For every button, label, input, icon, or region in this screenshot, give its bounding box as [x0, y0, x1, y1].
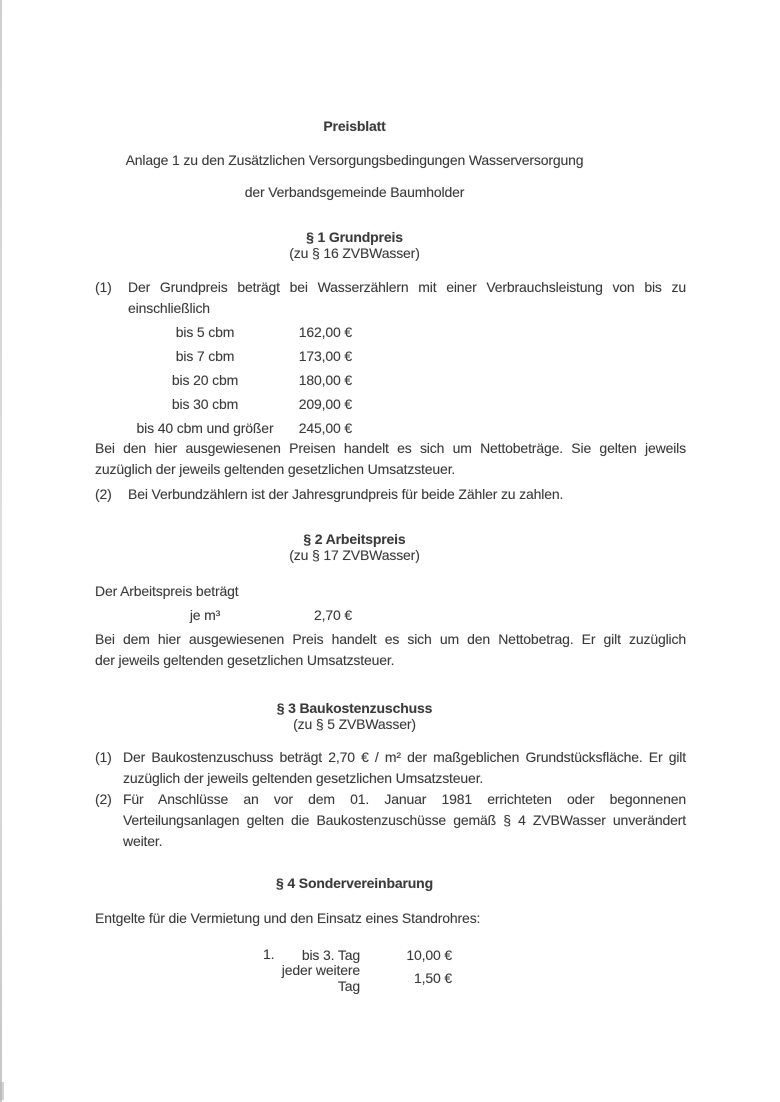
numbered-item: [95, 277, 686, 319]
paragraph-line: Der Baukostenzuschuss beträgt 2,70 € / m² der maßgeblichen Grundstücksfläche. Er gilt: [123, 749, 686, 765]
numbered-item: [95, 789, 686, 852]
item-marker: (2): [95, 791, 112, 807]
note-paragraph: [95, 438, 686, 480]
price-row: [130, 392, 686, 416]
paragraph-line: weiter.: [123, 833, 163, 849]
subtitle-line-1: Anlage 1 zu den Zusätzlichen Versorgungsbedingungen Wasserversorgung: [125, 152, 584, 168]
price-value: 245,00 €: [298, 420, 352, 436]
section-subheading: (zu § 5 ZVBWasser): [293, 716, 416, 732]
price-label: bis 5 cbm: [175, 324, 235, 340]
section-grundpreis: [95, 229, 686, 505]
price-label: bis 20 cbm: [171, 372, 239, 388]
paragraph-line: der jeweils geltenden gesetzlichen Umsatzsteuer.: [95, 652, 395, 668]
price-value: 209,00 €: [298, 396, 352, 412]
section-heading: § 1 Grundpreis: [306, 229, 403, 245]
paragraph-line: Bei Verbundzählern ist der Jahresgrundpreis für beide Zähler zu zahlen.: [128, 486, 564, 502]
price-label: bis 3. Tag: [301, 946, 360, 963]
price-value: 1,50 €: [413, 969, 452, 986]
section-subheading: (zu § 17 ZVBWasser): [289, 547, 420, 563]
intro-paragraph: Entgelte für die Vermietung und den Einsatz eines Standrohres:: [95, 910, 481, 926]
price-label: jeder weitere Tag: [281, 961, 360, 994]
price-row: [130, 320, 686, 344]
price-row: [130, 368, 686, 392]
price-row: [130, 603, 686, 627]
price-table-standrohr: [95, 943, 686, 994]
price-row: [130, 416, 686, 440]
section-baukostenzuschuss: [95, 700, 686, 852]
row-number: 1.: [263, 946, 275, 962]
paragraph-line: einschließlich: [128, 300, 210, 316]
item-marker: (2): [95, 486, 112, 502]
price-table-arbeitspreis: [95, 603, 686, 627]
price-label: bis 7 cbm: [175, 348, 235, 364]
item-marker: (1): [95, 279, 112, 295]
price-label: bis 40 cbm und größer: [136, 420, 274, 436]
section-subheading: (zu § 16 ZVBWasser): [289, 245, 420, 261]
scan-smudge-mark: [0, 1082, 4, 1100]
page-title: Preisblatt: [323, 118, 386, 134]
price-row: [130, 344, 686, 368]
price-value: 10,00 €: [406, 946, 452, 963]
paragraph-line: Verteilungsanlagen gelten die Baukostenzuschüsse gemäß § 4 ZVBWasser unverändert: [123, 812, 686, 828]
section-sondervereinbarung: [95, 875, 686, 994]
price-value: 162,00 €: [298, 324, 352, 340]
paragraph-line: Für Anschlüsse an vor dem 01. Januar 1981 errichteten oder begonnenen: [123, 791, 686, 807]
price-value: 2,70 €: [313, 607, 352, 623]
paragraph-line: Bei den hier ausgewiesenen Preisen handelt es sich um Nettobeträge. Sie gelten jeweils: [95, 440, 686, 456]
price-value: 173,00 €: [298, 348, 352, 364]
subtitle-line-2: der Verbandsgemeinde Baumholder: [244, 184, 465, 200]
paragraph-line: zuzüglich der jeweils geltenden gesetzlichen Umsatzsteuer.: [123, 770, 484, 786]
price-label: je m³: [189, 607, 221, 623]
price-table-grundpreis: [95, 320, 686, 440]
numbered-item: [95, 747, 686, 789]
price-label: bis 30 cbm: [171, 396, 239, 412]
paragraph-line: Bei dem hier ausgewiesenen Preis handelt es sich um den Nettobetrag. Er gilt zuzüglich: [95, 631, 686, 647]
intro-paragraph: Der Arbeitspreis beträgt: [95, 583, 239, 599]
section-heading: § 2 Arbeitspreis: [303, 531, 406, 547]
note-paragraph: [95, 629, 686, 671]
price-row: [258, 961, 686, 994]
item-marker: (1): [95, 749, 112, 765]
numbered-item: [95, 484, 686, 505]
section-heading: § 3 Baukostenzuschuss: [276, 700, 433, 716]
section-heading: § 4 Sondervereinbarung: [276, 875, 433, 891]
price-value: 180,00 €: [298, 372, 352, 388]
section-arbeitspreis: [95, 531, 686, 671]
document-content: [0, 118, 780, 994]
paragraph-line: zuzüglich der jeweils geltenden gesetzlichen Umsatzsteuer.: [95, 461, 456, 477]
paragraph-line: Der Grundpreis beträgt bei Wasserzählern mit einer Verbrauchsleistung von bis zu: [128, 279, 686, 295]
